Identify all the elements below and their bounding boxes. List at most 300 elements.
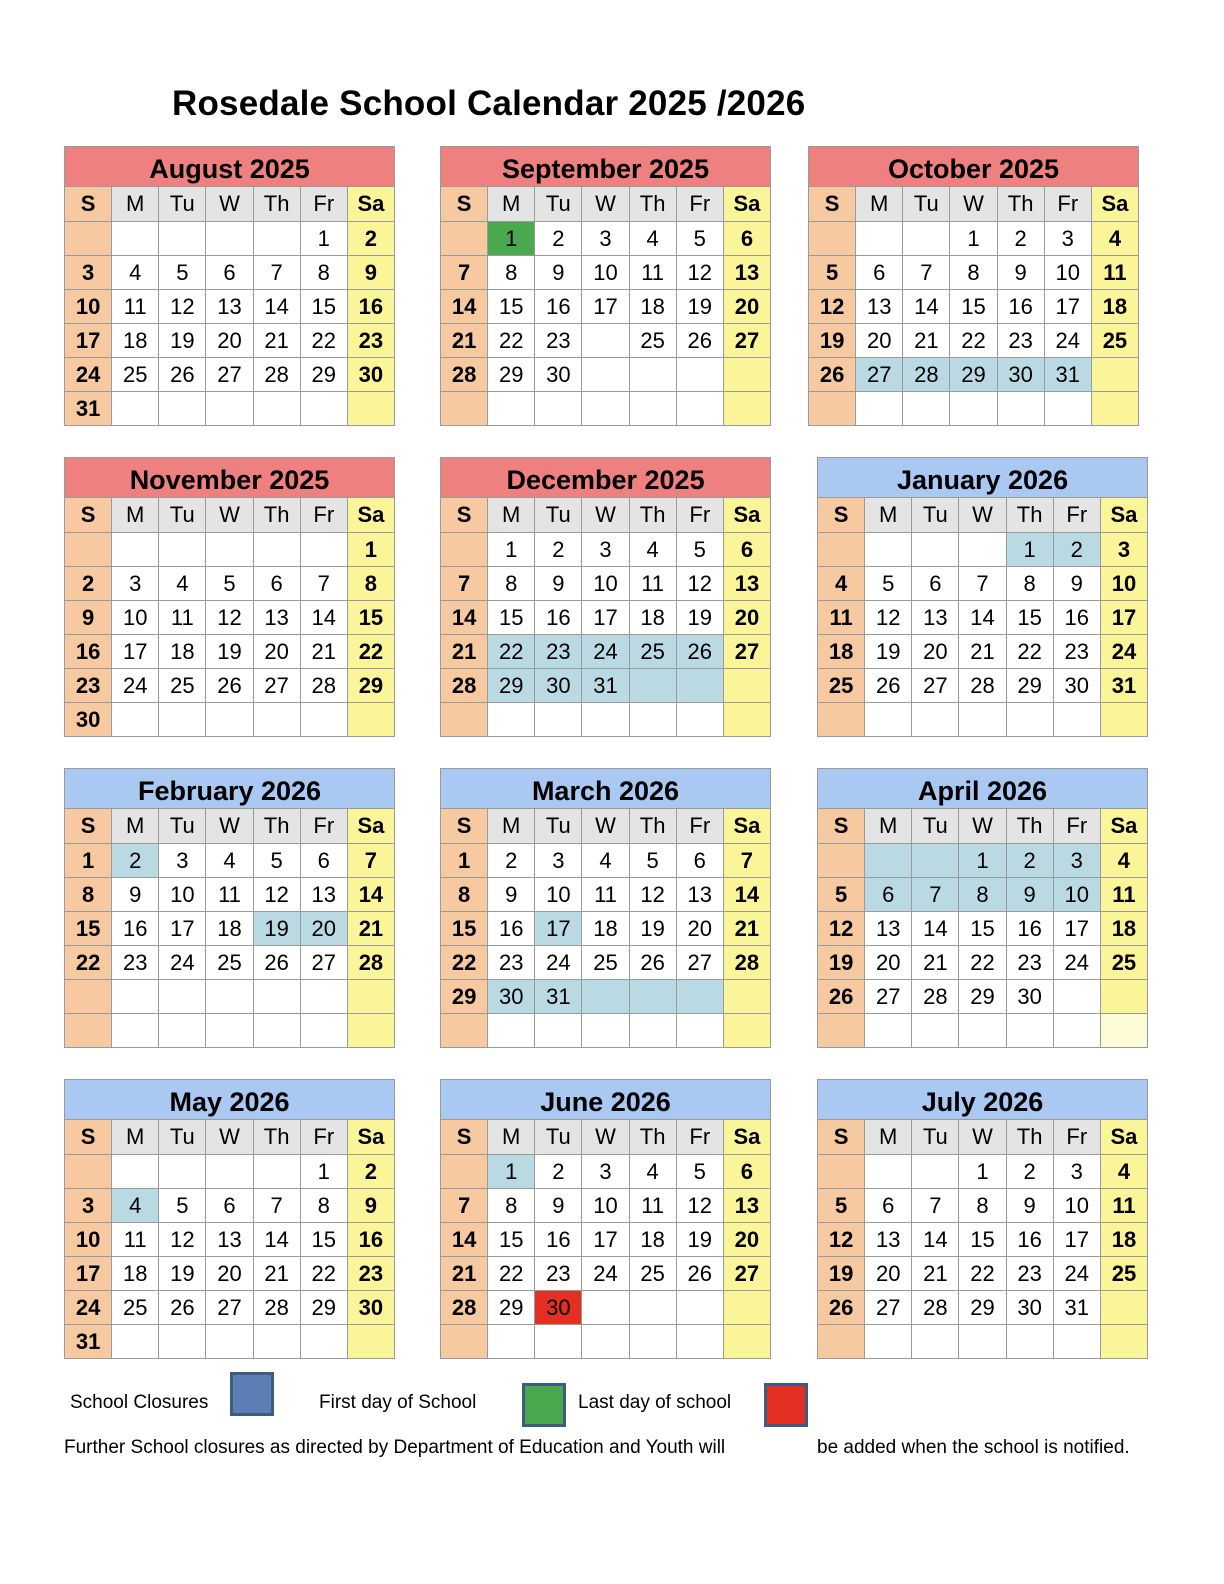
day-cell: 26 [676, 324, 723, 358]
week-row [441, 1189, 771, 1223]
day-cell: 28 [441, 669, 488, 703]
day-cell [65, 1155, 112, 1189]
day-cell [300, 703, 347, 737]
day-cell: 25 [112, 358, 159, 392]
day-cell: 4 [1100, 1155, 1147, 1189]
weekday-header: Sa [347, 809, 394, 844]
day-cell: 22 [347, 635, 394, 669]
day-cell: 16 [535, 1223, 582, 1257]
day-cell: 22 [959, 1257, 1006, 1291]
weekday-header: M [112, 498, 159, 533]
day-cell: 12 [865, 601, 912, 635]
day-cell: 28 [253, 358, 300, 392]
day-cell: 10 [582, 1189, 629, 1223]
closure-day-cell: 22 [488, 635, 535, 669]
week-row [65, 222, 395, 256]
day-cell [912, 1155, 959, 1189]
day-cell: 25 [112, 1291, 159, 1325]
day-cell: 17 [1044, 290, 1091, 324]
day-cell: 17 [65, 324, 112, 358]
day-cell [206, 533, 253, 567]
day-cell: 20 [865, 946, 912, 980]
day-cell: 8 [441, 878, 488, 912]
closure-day-cell: 4 [112, 1189, 159, 1223]
weekday-header: Fr [300, 1120, 347, 1155]
day-cell: 19 [865, 635, 912, 669]
day-cell [347, 980, 394, 1014]
day-cell: 20 [253, 635, 300, 669]
weekday-header: Th [1006, 1120, 1053, 1155]
day-cell [582, 358, 629, 392]
day-cell: 14 [912, 912, 959, 946]
week-row [65, 703, 395, 737]
weekday-header: Sa [347, 1120, 394, 1155]
closure-day-cell: 29 [950, 358, 997, 392]
day-cell [1100, 703, 1147, 737]
day-cell: 1 [959, 1155, 1006, 1189]
day-cell: 9 [1006, 1189, 1053, 1223]
day-cell: 2 [1006, 1155, 1053, 1189]
weekday-header: Th [253, 187, 300, 222]
month-december-2025 [440, 457, 771, 737]
day-cell: 11 [206, 878, 253, 912]
day-cell: 14 [253, 1223, 300, 1257]
day-cell: 5 [159, 256, 206, 290]
week-row [818, 533, 1148, 567]
week-row [65, 1223, 395, 1257]
day-cell [1006, 1014, 1053, 1048]
weekday-header: Fr [300, 498, 347, 533]
day-cell [1006, 1325, 1053, 1359]
day-cell: 15 [441, 912, 488, 946]
day-cell: 20 [723, 601, 770, 635]
day-cell: 17 [582, 1223, 629, 1257]
day-cell: 23 [112, 946, 159, 980]
weekday-header: W [959, 498, 1006, 533]
weekday-header: Tu [159, 498, 206, 533]
day-cell: 28 [300, 669, 347, 703]
weekday-header: W [206, 498, 253, 533]
closure-day-cell: 30 [997, 358, 1044, 392]
day-cell: 3 [65, 256, 112, 290]
day-cell: 18 [629, 601, 676, 635]
week-row [65, 358, 395, 392]
day-cell [300, 1325, 347, 1359]
day-cell: 19 [818, 946, 865, 980]
day-cell: 15 [1006, 601, 1053, 635]
weekday-header: Th [629, 187, 676, 222]
day-cell: 7 [912, 1189, 959, 1223]
weekday-header: Th [629, 809, 676, 844]
day-cell: 11 [818, 601, 865, 635]
day-cell: 14 [253, 290, 300, 324]
day-cell: 24 [159, 946, 206, 980]
day-cell: 12 [159, 1223, 206, 1257]
day-cell: 29 [488, 358, 535, 392]
day-cell [809, 392, 856, 426]
weekday-header: Tu [535, 1120, 582, 1155]
week-row [818, 1155, 1148, 1189]
day-cell: 12 [253, 878, 300, 912]
day-cell: 2 [488, 844, 535, 878]
day-cell [629, 1325, 676, 1359]
day-cell: 16 [488, 912, 535, 946]
day-cell: 13 [856, 290, 903, 324]
weekday-header: S [441, 1120, 488, 1155]
day-cell: 21 [441, 324, 488, 358]
day-cell: 15 [300, 1223, 347, 1257]
day-cell: 7 [959, 567, 1006, 601]
day-cell [903, 222, 950, 256]
day-cell: 31 [65, 1325, 112, 1359]
closure-day-cell: 7 [912, 878, 959, 912]
week-row [441, 256, 771, 290]
day-cell: 28 [253, 1291, 300, 1325]
day-cell: 26 [676, 1257, 723, 1291]
week-row [65, 290, 395, 324]
legend-last-day-swatch [764, 1383, 808, 1427]
day-cell: 10 [159, 878, 206, 912]
day-cell: 21 [912, 1257, 959, 1291]
day-cell: 20 [723, 290, 770, 324]
day-cell: 20 [206, 1257, 253, 1291]
day-cell: 22 [488, 324, 535, 358]
day-cell [1100, 1325, 1147, 1359]
day-cell: 14 [912, 1223, 959, 1257]
day-cell: 2 [997, 222, 1044, 256]
day-cell: 12 [818, 1223, 865, 1257]
day-cell: 17 [112, 635, 159, 669]
day-cell: 3 [582, 533, 629, 567]
day-cell: 28 [723, 946, 770, 980]
day-cell: 10 [535, 878, 582, 912]
week-row [441, 878, 771, 912]
day-cell: 9 [535, 256, 582, 290]
day-cell: 24 [65, 358, 112, 392]
day-cell: 11 [629, 256, 676, 290]
day-cell: 16 [347, 290, 394, 324]
day-cell: 16 [347, 1223, 394, 1257]
weekday-header: S [818, 809, 865, 844]
day-cell [347, 703, 394, 737]
weekday-header: Th [1006, 498, 1053, 533]
day-cell: 27 [206, 1291, 253, 1325]
day-cell: 22 [950, 324, 997, 358]
day-cell [582, 1291, 629, 1325]
week-row [65, 1155, 395, 1189]
day-cell [300, 533, 347, 567]
day-cell [959, 533, 1006, 567]
day-cell: 3 [582, 222, 629, 256]
day-cell: 13 [912, 601, 959, 635]
week-row [809, 358, 1139, 392]
day-cell: 5 [159, 1189, 206, 1223]
day-cell [818, 703, 865, 737]
day-cell: 27 [865, 1291, 912, 1325]
day-cell: 15 [488, 601, 535, 635]
day-cell [676, 703, 723, 737]
day-cell: 23 [997, 324, 1044, 358]
day-cell [65, 980, 112, 1014]
day-cell: 13 [676, 878, 723, 912]
day-cell: 12 [629, 878, 676, 912]
day-cell: 22 [65, 946, 112, 980]
week-row [818, 601, 1148, 635]
day-cell: 28 [441, 358, 488, 392]
day-cell: 1 [347, 533, 394, 567]
closure-day-cell [912, 844, 959, 878]
day-cell: 15 [488, 1223, 535, 1257]
day-cell: 5 [629, 844, 676, 878]
closure-day-cell: 2 [1053, 533, 1100, 567]
weekday-header: Fr [1044, 187, 1091, 222]
day-cell [253, 1155, 300, 1189]
day-cell [253, 222, 300, 256]
day-cell: 4 [629, 222, 676, 256]
day-cell [629, 392, 676, 426]
day-cell: 26 [629, 946, 676, 980]
weekday-header: S [65, 809, 112, 844]
weekday-header: Sa [723, 498, 770, 533]
day-cell: 22 [300, 1257, 347, 1291]
weekday-header: Tu [535, 498, 582, 533]
day-cell: 4 [1100, 844, 1147, 878]
day-cell [206, 1155, 253, 1189]
day-cell: 28 [912, 1291, 959, 1325]
day-cell [112, 1155, 159, 1189]
day-cell [159, 1325, 206, 1359]
weekday-header: Fr [676, 187, 723, 222]
day-cell: 20 [206, 324, 253, 358]
weekday-header: Sa [347, 498, 394, 533]
day-cell: 21 [347, 912, 394, 946]
day-cell: 24 [1053, 946, 1100, 980]
closure-day-cell: 6 [865, 878, 912, 912]
weekday-header: S [809, 187, 856, 222]
weekday-header: Tu [912, 1120, 959, 1155]
day-cell [112, 1325, 159, 1359]
day-cell: 26 [159, 1291, 206, 1325]
day-cell: 21 [903, 324, 950, 358]
closure-day-cell: 30 [488, 980, 535, 1014]
day-cell: 11 [112, 1223, 159, 1257]
day-cell [112, 703, 159, 737]
day-cell: 20 [865, 1257, 912, 1291]
day-cell [206, 222, 253, 256]
day-cell: 19 [818, 1257, 865, 1291]
day-cell [582, 392, 629, 426]
day-cell: 30 [1053, 669, 1100, 703]
day-cell: 17 [582, 290, 629, 324]
week-row [65, 256, 395, 290]
day-cell: 7 [441, 1189, 488, 1223]
day-cell: 15 [950, 290, 997, 324]
week-row [65, 1291, 395, 1325]
day-cell: 16 [997, 290, 1044, 324]
month-title: August 2025 [65, 147, 395, 187]
day-cell: 18 [582, 912, 629, 946]
day-cell: 28 [959, 669, 1006, 703]
day-cell: 19 [676, 1223, 723, 1257]
day-cell: 10 [582, 567, 629, 601]
day-cell [818, 1325, 865, 1359]
day-cell: 28 [441, 1291, 488, 1325]
weekday-header: M [112, 187, 159, 222]
month-title: February 2026 [65, 769, 395, 809]
day-cell: 12 [809, 290, 856, 324]
day-cell: 18 [629, 290, 676, 324]
day-cell: 23 [1006, 946, 1053, 980]
week-row [818, 946, 1148, 980]
day-cell: 29 [1006, 669, 1053, 703]
day-cell [488, 392, 535, 426]
day-cell [818, 1155, 865, 1189]
day-cell: 25 [1100, 1257, 1147, 1291]
day-cell: 20 [856, 324, 903, 358]
day-cell [959, 1325, 1006, 1359]
weekday-header: M [865, 1120, 912, 1155]
day-cell: 1 [65, 844, 112, 878]
day-cell: 8 [950, 256, 997, 290]
week-row [441, 946, 771, 980]
day-cell: 13 [206, 1223, 253, 1257]
week-row [65, 912, 395, 946]
legend-closures-swatch [230, 1372, 274, 1416]
closure-day-cell: 1 [488, 1155, 535, 1189]
day-cell: 17 [1100, 601, 1147, 635]
weekday-header: S [818, 498, 865, 533]
closure-day-cell: 3 [1053, 844, 1100, 878]
day-cell: 4 [1091, 222, 1138, 256]
day-cell: 19 [676, 290, 723, 324]
week-row [818, 1189, 1148, 1223]
closure-day-cell: 19 [253, 912, 300, 946]
day-cell [865, 1014, 912, 1048]
day-cell: 8 [347, 567, 394, 601]
day-cell: 7 [903, 256, 950, 290]
day-cell: 27 [723, 1257, 770, 1291]
weekday-header: Tu [159, 187, 206, 222]
weekday-header: Fr [676, 1120, 723, 1155]
day-cell [300, 980, 347, 1014]
weekday-header: M [865, 809, 912, 844]
weekday-header: Fr [300, 809, 347, 844]
week-row [441, 601, 771, 635]
day-cell: 9 [488, 878, 535, 912]
closure-day-cell: 9 [1006, 878, 1053, 912]
day-cell [1044, 392, 1091, 426]
day-cell [865, 1155, 912, 1189]
day-cell: 12 [676, 1189, 723, 1223]
week-row [818, 980, 1148, 1014]
day-cell [903, 392, 950, 426]
closures-note-continued: be added when the school is notified. [817, 1437, 1130, 1458]
day-cell: 13 [865, 1223, 912, 1257]
day-cell: 6 [206, 1189, 253, 1223]
day-cell [159, 980, 206, 1014]
day-cell: 30 [1006, 1291, 1053, 1325]
day-cell: 15 [347, 601, 394, 635]
day-cell [1053, 703, 1100, 737]
weekday-header: W [206, 187, 253, 222]
week-row [65, 1325, 395, 1359]
day-cell: 10 [1100, 567, 1147, 601]
day-cell: 14 [903, 290, 950, 324]
week-row [441, 1014, 771, 1048]
day-cell: 23 [347, 1257, 394, 1291]
weekday-header: Sa [1091, 187, 1138, 222]
day-cell: 26 [818, 1291, 865, 1325]
day-cell [488, 1325, 535, 1359]
day-cell: 8 [488, 256, 535, 290]
day-cell: 5 [865, 567, 912, 601]
weekday-header: W [959, 1120, 1006, 1155]
month-august-2025 [64, 146, 395, 426]
weekday-header: M [112, 809, 159, 844]
day-cell: 10 [582, 256, 629, 290]
day-cell: 3 [159, 844, 206, 878]
week-row [818, 703, 1148, 737]
day-cell: 9 [535, 567, 582, 601]
day-cell: 6 [300, 844, 347, 878]
week-row [818, 844, 1148, 878]
weekday-header: Fr [300, 187, 347, 222]
day-cell: 19 [206, 635, 253, 669]
closure-day-cell: 31 [1044, 358, 1091, 392]
day-cell: 2 [535, 222, 582, 256]
day-cell [488, 1014, 535, 1048]
week-row [65, 669, 395, 703]
day-cell [856, 392, 903, 426]
week-row [818, 912, 1148, 946]
day-cell: 12 [818, 912, 865, 946]
day-cell [629, 1291, 676, 1325]
day-cell: 10 [1053, 1189, 1100, 1223]
month-title: May 2026 [65, 1080, 395, 1120]
day-cell: 22 [300, 324, 347, 358]
day-cell: 9 [65, 601, 112, 635]
day-cell: 18 [159, 635, 206, 669]
day-cell [959, 703, 1006, 737]
month-november-2025 [64, 457, 395, 737]
week-row [65, 392, 395, 426]
day-cell [723, 1325, 770, 1359]
day-cell: 11 [1100, 878, 1147, 912]
day-cell: 27 [912, 669, 959, 703]
month-title: March 2026 [441, 769, 771, 809]
weekday-header: M [488, 498, 535, 533]
day-cell [441, 392, 488, 426]
closure-day-cell: 30 [535, 669, 582, 703]
day-cell: 7 [253, 1189, 300, 1223]
legend-first-day-swatch [522, 1383, 566, 1427]
day-cell: 21 [912, 946, 959, 980]
day-cell [723, 703, 770, 737]
week-row [441, 980, 771, 1014]
month-title: December 2025 [441, 458, 771, 498]
day-cell [629, 1014, 676, 1048]
day-cell: 1 [488, 533, 535, 567]
day-cell: 18 [629, 1223, 676, 1257]
day-cell: 12 [676, 567, 723, 601]
day-cell: 6 [676, 844, 723, 878]
day-cell: 27 [723, 635, 770, 669]
closure-day-cell: 25 [629, 635, 676, 669]
day-cell: 2 [535, 1155, 582, 1189]
day-cell: 11 [1091, 256, 1138, 290]
day-cell [206, 1325, 253, 1359]
weekday-header: W [582, 809, 629, 844]
